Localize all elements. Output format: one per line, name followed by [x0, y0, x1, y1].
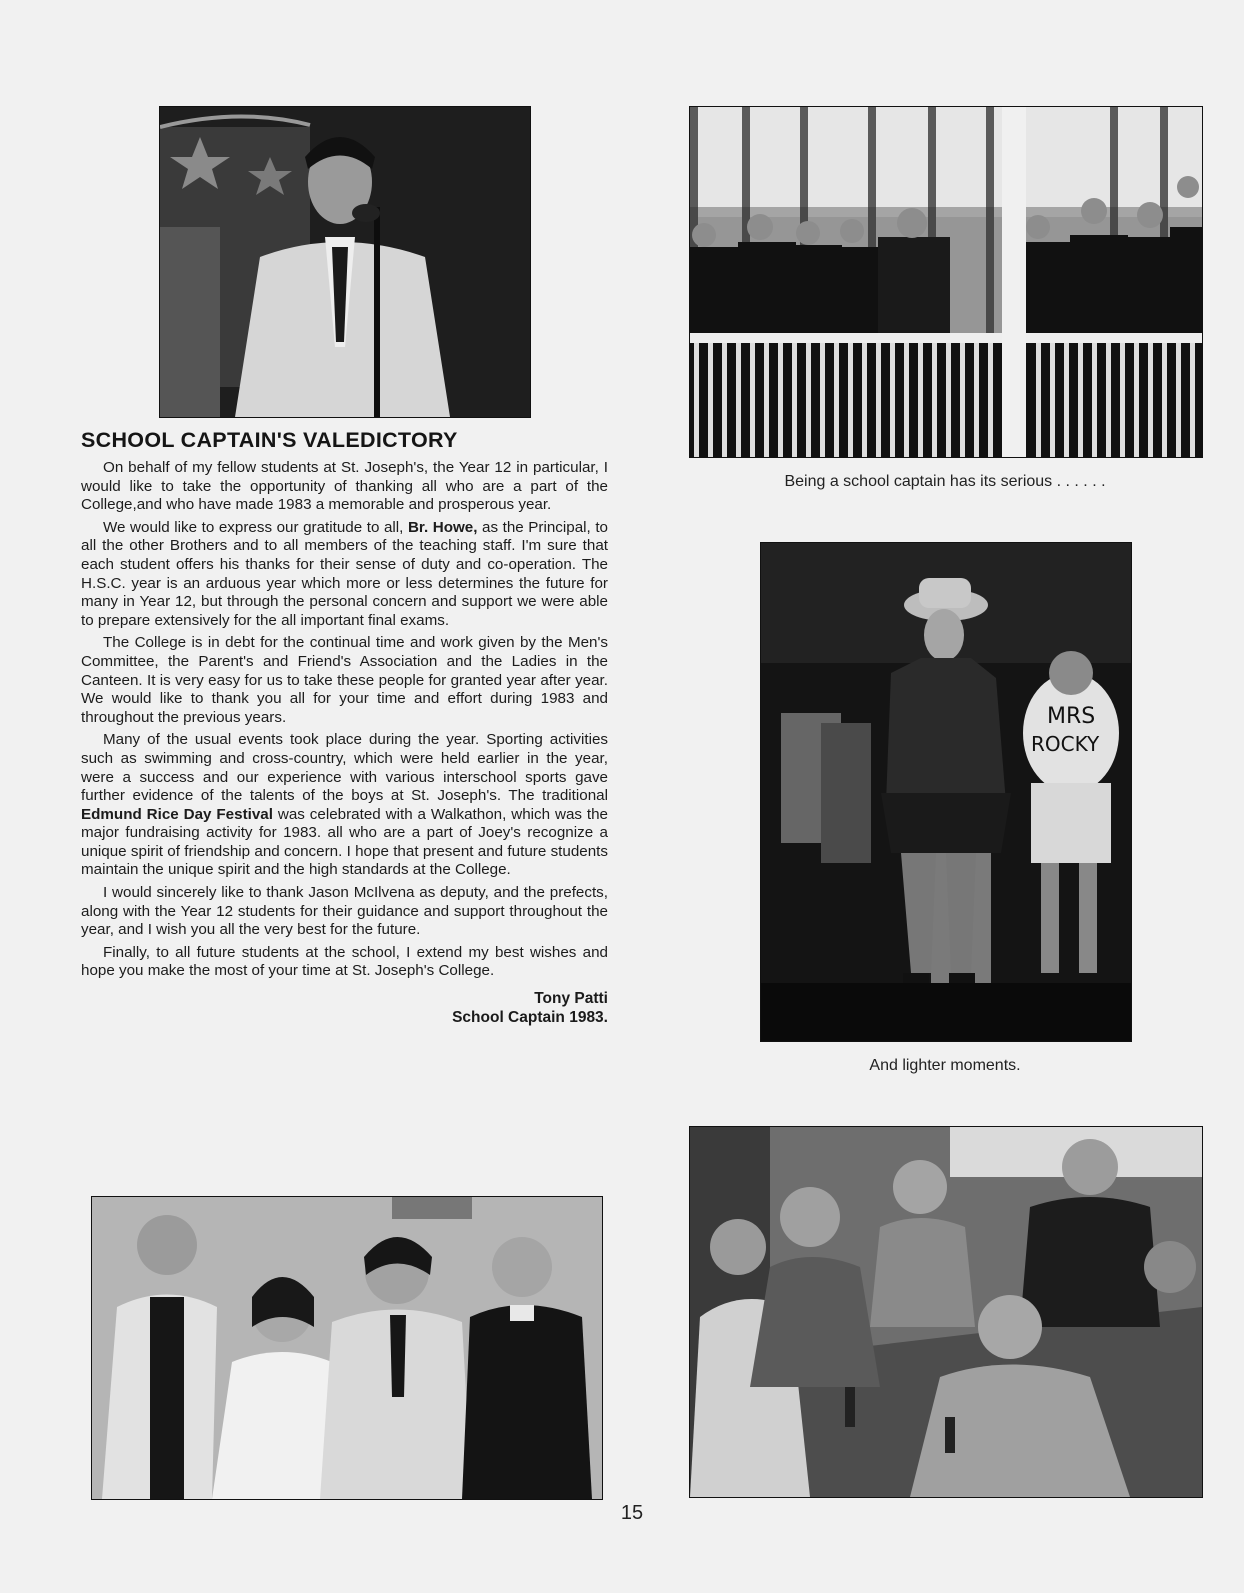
photo-students-ground — [689, 1126, 1203, 1498]
caption-serious: Being a school captain has its serious . . . . . . — [784, 473, 1106, 490]
signature-name: Tony Patti — [534, 990, 608, 1008]
photo-balcony — [689, 106, 1203, 458]
photo-group-four — [91, 1196, 603, 1500]
svg-text:MRS: MRS — [1047, 704, 1096, 729]
signature-role: School Captain 1983. — [452, 1009, 608, 1027]
svg-text:ROCKY: ROCKY — [1031, 732, 1100, 756]
signature — [81, 989, 608, 1027]
paragraph-3: The College is in debt for the continual time and work given by the Men's Committee, the Parent's and Friend's Association and the Ladies in the Canteen. It is very easy for us to take these people for granted year after year. We would like to thank you all for your time and effort during 1983 and throughout the previous years. — [81, 634, 608, 726]
page-number: 15 — [620, 1502, 644, 1524]
caption-lighter: And lighter moments. — [869, 1057, 1021, 1074]
paragraph-1: On behalf of my fellow students at St. Joseph's, the Year 12 in particular, I would like to take the opportunity of thanking all who are a part of the College,and who have made 1983 a memorable and prosperous year. — [81, 459, 608, 514]
paragraph-4: Many of the usual events took place during the year. Sporting activities such as swimming and cross-country, which were held earlier in the year, were a success and our experience with various interschool sports gave further evidence of the talents of the boys at St. Joseph's. The traditional Edmund Rice Day Festival was celebrated with a Walkathon, which was the major fundraising activity for 1983. all who are a part of Joey's recognize a unique spirit of friendship and concern. I hope that present and future students maintain the unique spirit and the high standards at the College. — [81, 731, 609, 879]
article-valedictory — [81, 428, 608, 1027]
paragraph-2: We would like to express our gratitude to all, Br. Howe, as the Principal, to all the other Brothers and to all members of the teaching staff. I'm sure that each student offers his thanks for their sense of duty and co-operation. The H.S.C. year is an arduous year which more or less determines the future for many in Year 12, but through the personal concern and support we were able to prepare extensively for the all important final exams. — [81, 518, 608, 629]
principal-name: Br. Howe, — [407, 518, 478, 536]
festival-name: Edmund Rice Day Festival — [81, 805, 273, 823]
paragraph-6: Finally, to all future students at the school, I extend my best wishes and hope you make the most of your time at St. Joseph's College. — [81, 943, 608, 980]
photo-cowboy — [760, 542, 1132, 1042]
photo-speaker — [159, 106, 531, 418]
article-title: SCHOOL CAPTAIN'S VALEDICTORY — [81, 428, 458, 452]
paragraph-5: I would sincerely like to thank Jason McIlvena as deputy, and the prefects, along with the Year 12 students for their guidance and support throughout the year, and I wish you all the very best for the future. — [81, 884, 608, 939]
